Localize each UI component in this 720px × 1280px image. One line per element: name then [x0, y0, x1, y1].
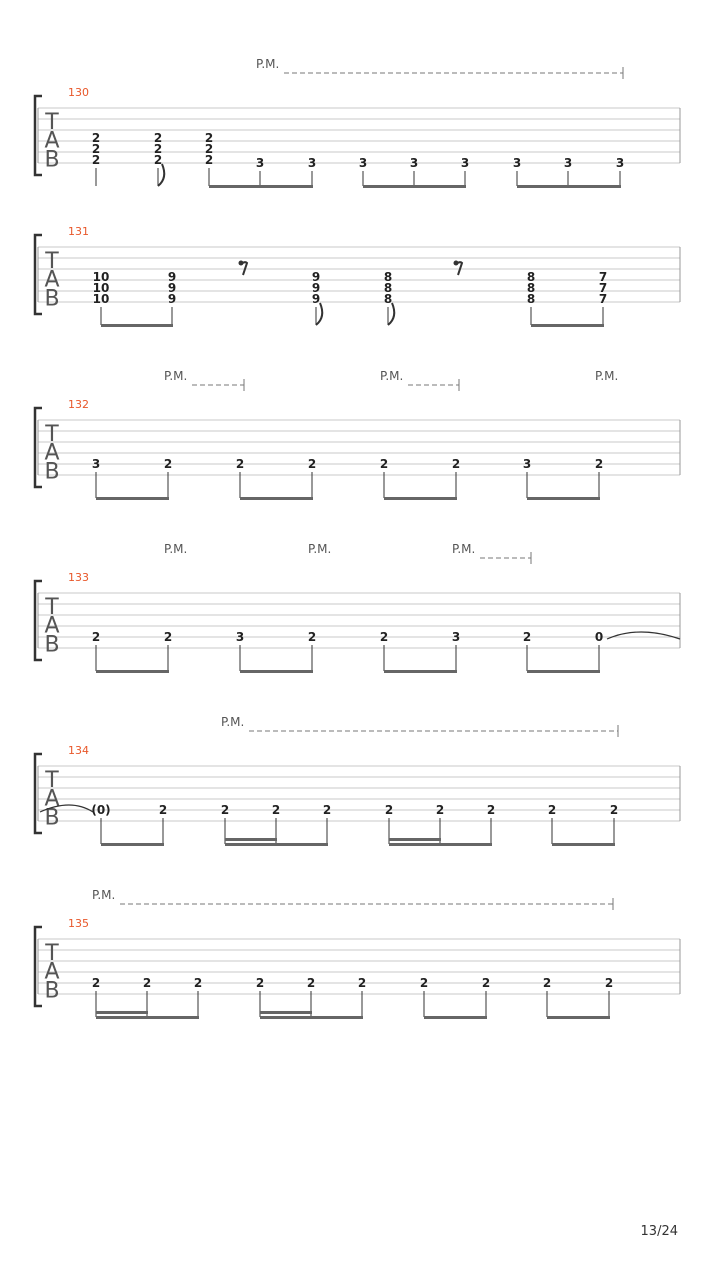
tab-clef-letter: B [44, 147, 60, 173]
fret-number: 9 [167, 292, 177, 306]
fret-number: 3 [451, 630, 461, 644]
fret-number: 2 [379, 630, 389, 644]
fret-number: 2 [322, 803, 332, 817]
tab-clef-letter: T [45, 110, 59, 135]
fret-number: 2 [91, 630, 101, 644]
fret-number: 2 [235, 457, 245, 471]
tab-clef-letter: B [44, 459, 60, 485]
staff-system-132 [35, 369, 680, 500]
fret-number: 2 [153, 131, 163, 145]
fret-number: 3 [512, 156, 522, 170]
fret-number: 2 [255, 976, 265, 990]
fret-number: 8 [383, 292, 393, 306]
beam [101, 324, 173, 327]
palm-mute-label: P.M. [452, 542, 476, 556]
tab-clef-letter: B [44, 978, 60, 1004]
fret-number: 3 [409, 156, 419, 170]
fret-number: 7 [598, 281, 608, 295]
fret-number: 9 [311, 292, 321, 306]
fret-number: 2 [357, 976, 367, 990]
palm-mute-label: P.M. [308, 542, 332, 556]
tab-clef-letter: A [44, 786, 60, 812]
fret-number: 2 [547, 803, 557, 817]
tie-arc [607, 632, 680, 639]
fret-number: 2 [486, 803, 496, 817]
fret-number: 2 [163, 457, 173, 471]
fret-number: 8 [526, 281, 536, 295]
palm-mute-label: P.M. [221, 715, 245, 729]
fret-number: 3 [563, 156, 573, 170]
measure-number: 130 [68, 86, 89, 99]
measure-number: 133 [68, 571, 89, 584]
fret-number: 7 [598, 270, 608, 284]
beam [225, 843, 328, 846]
fret-number: 3 [522, 457, 532, 471]
fret-number: 2 [594, 457, 604, 471]
eighth-rest-dot [239, 261, 244, 266]
fret-number: 8 [383, 281, 393, 295]
fret-number: 2 [481, 976, 491, 990]
tab-clef-letter: A [44, 959, 60, 985]
tab-clef-letter: T [45, 595, 59, 620]
tab-clef-letter: A [44, 613, 60, 639]
palm-mute-label: P.M. [92, 888, 116, 902]
fret-number: 2 [435, 803, 445, 817]
note-flag [388, 303, 394, 325]
note-flag [158, 164, 164, 186]
fret-number: 2 [158, 803, 168, 817]
fret-number: 9 [167, 281, 177, 295]
fret-number: 3 [307, 156, 317, 170]
measure-number: 131 [68, 225, 89, 238]
fret-number: 9 [167, 270, 177, 284]
fret-number: 2 [379, 457, 389, 471]
eighth-rest-dot [454, 261, 459, 266]
palm-mute-label: P.M. [256, 57, 280, 71]
fret-number: 2 [451, 457, 461, 471]
fret-number: 2 [153, 142, 163, 156]
fret-number: 3 [358, 156, 368, 170]
fret-number: 2 [91, 142, 101, 156]
beam [240, 497, 313, 500]
tab-clef-letter: A [44, 128, 60, 154]
fret-number: 0 [594, 630, 604, 644]
beam [517, 185, 621, 188]
fret-number: 2 [163, 630, 173, 644]
beam [552, 843, 615, 846]
beam [96, 1016, 199, 1019]
fret-number: (0) [91, 803, 111, 817]
fret-number: 2 [306, 976, 316, 990]
fret-number: 2 [153, 153, 163, 167]
secondary-beam [260, 1011, 312, 1014]
tab-clef-letter: T [45, 249, 59, 274]
fret-number: 2 [91, 131, 101, 145]
fret-number: 2 [220, 803, 230, 817]
fret-number: 2 [204, 142, 214, 156]
beam [527, 670, 600, 673]
secondary-beam [389, 838, 441, 841]
fret-number: 10 [92, 281, 110, 295]
fret-number: 9 [311, 270, 321, 284]
fret-number: 7 [598, 292, 608, 306]
staff-system-134 [35, 715, 680, 846]
beam [101, 843, 164, 846]
palm-mute-label: P.M. [164, 542, 188, 556]
tab-clef-letter: A [44, 267, 60, 293]
fret-number: 2 [542, 976, 552, 990]
palm-mute-label: P.M. [380, 369, 404, 383]
fret-number: 10 [92, 270, 110, 284]
fret-number: 8 [526, 292, 536, 306]
beam [260, 1016, 363, 1019]
fret-number: 2 [193, 976, 203, 990]
fret-number: 2 [91, 976, 101, 990]
tab-clef-letter: T [45, 422, 59, 447]
fret-number: 2 [384, 803, 394, 817]
beam [527, 497, 600, 500]
beam [209, 185, 313, 188]
beam [389, 843, 492, 846]
tab-clef-letter: B [44, 286, 60, 312]
beam [96, 670, 169, 673]
staff-system-135 [35, 888, 680, 1019]
tab-clef-letter: T [45, 768, 59, 793]
beam [384, 670, 457, 673]
beam [363, 185, 466, 188]
fret-number: 10 [92, 292, 110, 306]
beam [547, 1016, 610, 1019]
fret-number: 2 [307, 457, 317, 471]
fret-number: 8 [526, 270, 536, 284]
fret-number: 2 [204, 153, 214, 167]
fret-number: 9 [311, 281, 321, 295]
measure-number: 134 [68, 744, 89, 757]
fret-number: 2 [419, 976, 429, 990]
palm-mute-label: P.M. [164, 369, 188, 383]
beam [531, 324, 604, 327]
staff-system-131 [35, 225, 680, 327]
fret-number: 2 [91, 153, 101, 167]
palm-mute-label: P.M. [595, 369, 619, 383]
measure-number: 132 [68, 398, 89, 411]
fret-number: 2 [271, 803, 281, 817]
beam [424, 1016, 487, 1019]
fret-number: 2 [307, 630, 317, 644]
secondary-beam [225, 838, 277, 841]
fret-number: 8 [383, 270, 393, 284]
measure-number: 135 [68, 917, 89, 930]
fret-number: 2 [142, 976, 152, 990]
page-number: 13/24 [640, 1224, 678, 1239]
fret-number: 3 [235, 630, 245, 644]
fret-number: 3 [91, 457, 101, 471]
secondary-beam [96, 1011, 148, 1014]
tab-clef-letter: A [44, 440, 60, 466]
fret-number: 2 [204, 131, 214, 145]
tab-clef-letter: T [45, 941, 59, 966]
note-flag [316, 303, 322, 325]
beam [384, 497, 457, 500]
fret-number: 3 [255, 156, 265, 170]
fret-number: 2 [609, 803, 619, 817]
tab-clef-letter: B [44, 632, 60, 658]
beam [240, 670, 313, 673]
fret-number: 2 [604, 976, 614, 990]
beam [96, 497, 169, 500]
tab-clef-letter: B [44, 805, 60, 831]
staff-system-130 [35, 57, 680, 188]
fret-number: 3 [460, 156, 470, 170]
staff-system-133 [35, 542, 680, 673]
fret-number: 3 [615, 156, 625, 170]
fret-number: 2 [522, 630, 532, 644]
